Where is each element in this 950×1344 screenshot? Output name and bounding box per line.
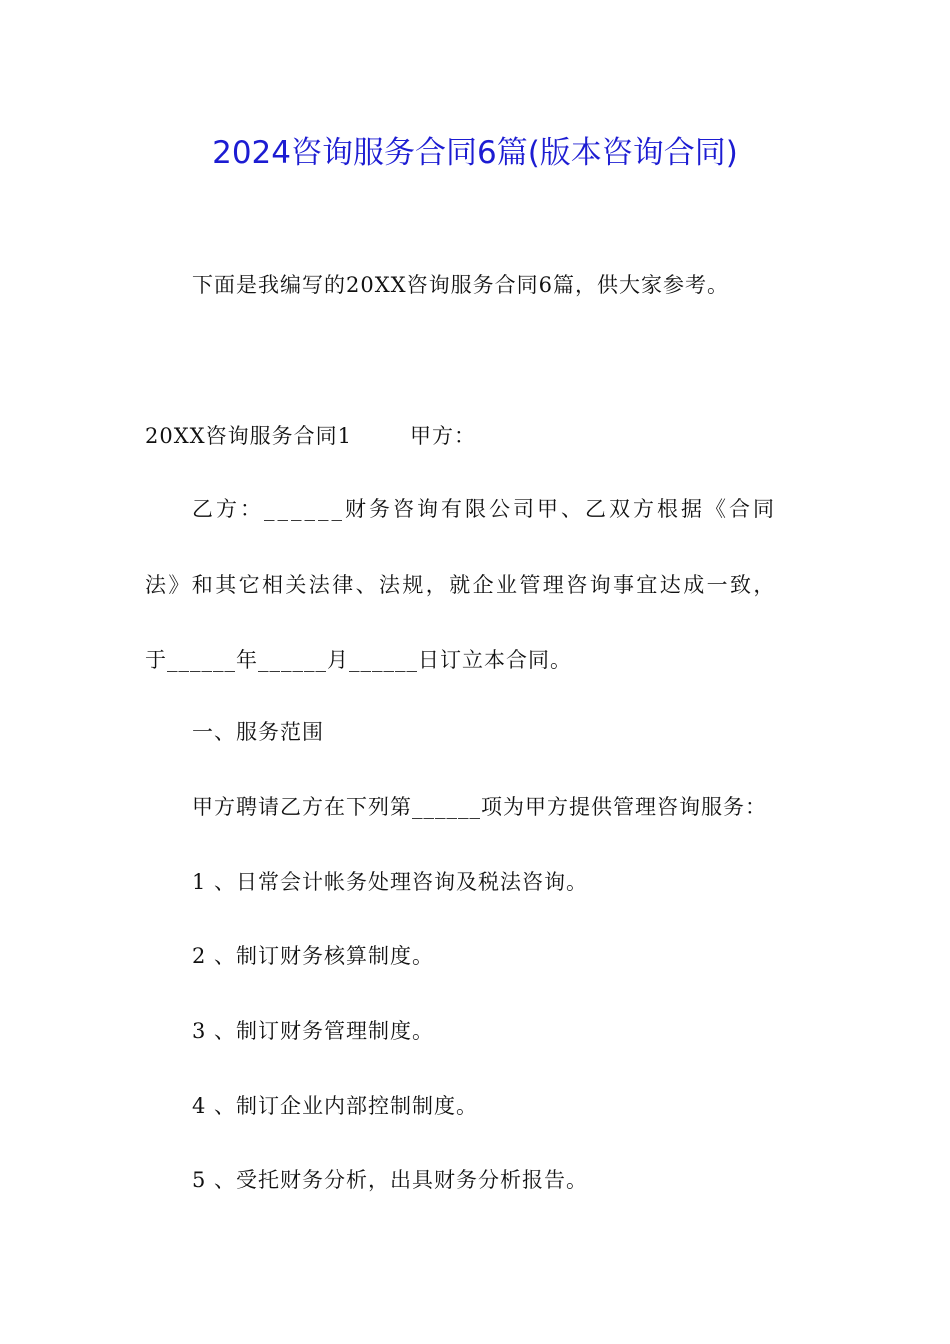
intro-paragraph: 下面是我编写的20XX咨询服务合同6篇，供大家参考。 xyxy=(192,273,729,297)
page-title: 2024咨询服务合同6篇(版本咨询合同) xyxy=(212,135,738,171)
date-line: 于______年______月______日订立本合同。 xyxy=(145,648,572,672)
party-a-label: 甲方： xyxy=(409,424,476,448)
list-item: 2 、制订财务核算制度。 xyxy=(192,944,435,968)
list-item: 3 、制订财务管理制度。 xyxy=(192,1019,435,1043)
paragraph-continuation: 法》和其它相关法律、法规，就企业管理咨询事宜达成一致， xyxy=(145,573,777,597)
list-item: 5 、受托财务分析，出具财务分析报告。 xyxy=(192,1168,589,1192)
contract-heading: 20XX咨询服务合同1 xyxy=(145,424,352,448)
party-b-paragraph: 乙方：______财务咨询有限公司甲、乙双方根据《合同 xyxy=(192,497,777,521)
list-item: 4 、制订企业内部控制制度。 xyxy=(192,1094,479,1118)
section-heading-scope: 一、服务范围 xyxy=(192,720,324,744)
contract-heading-line xyxy=(145,421,476,451)
list-item: 1 、日常会计帐务处理咨询及税法咨询。 xyxy=(192,870,589,894)
scope-intro: 甲方聘请乙方在下列第______项为甲方提供管理咨询服务： xyxy=(192,795,767,819)
